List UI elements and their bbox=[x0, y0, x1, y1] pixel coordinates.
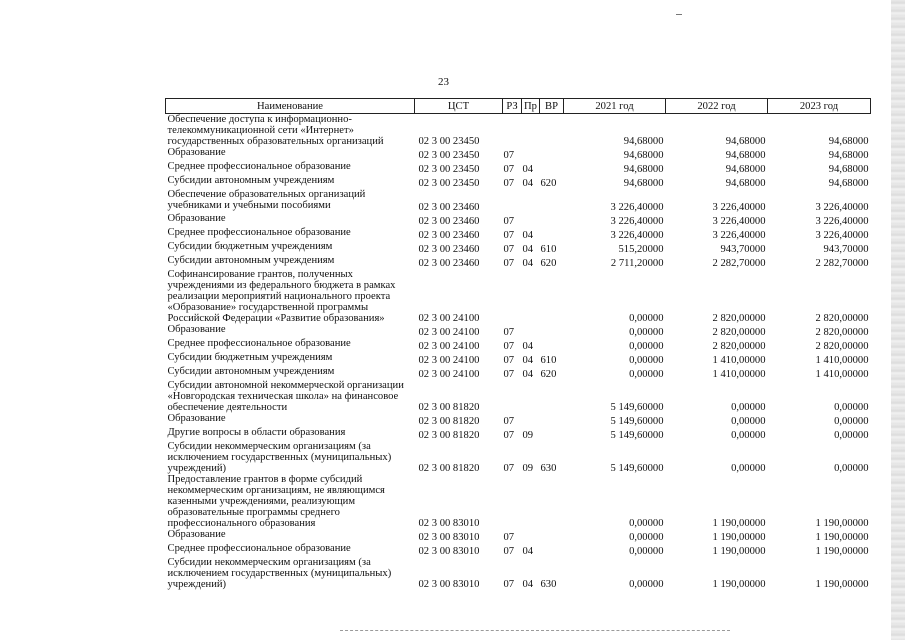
row-value-2023: 2 820,00000 bbox=[815, 341, 869, 352]
row-name: Образование bbox=[167, 324, 226, 335]
row-pr: 04 bbox=[522, 164, 534, 175]
row-value-2023: 3 226,40000 bbox=[815, 202, 869, 213]
row-rz: 07 bbox=[503, 178, 515, 189]
row-value-2021: 0,00000 bbox=[629, 532, 664, 543]
row-value-2023: 0,00000 bbox=[834, 416, 869, 427]
table-row bbox=[166, 543, 871, 557]
row-value-2021: 0,00000 bbox=[629, 355, 664, 366]
row-pr: 09 bbox=[522, 463, 534, 474]
row-value-2022: 3 226,40000 bbox=[712, 230, 766, 241]
row-value-2021: 94,68000 bbox=[623, 150, 664, 161]
row-cst: 02 3 00 24100 bbox=[418, 355, 480, 366]
row-value-2022: 3 226,40000 bbox=[712, 216, 766, 227]
row-value-2023: 2 820,00000 bbox=[815, 327, 869, 338]
table-row bbox=[166, 352, 871, 366]
row-value-2023: 0,00000 bbox=[834, 430, 869, 441]
row-value-2023: 3 226,40000 bbox=[815, 230, 869, 241]
row-rz: 07 bbox=[503, 416, 515, 427]
header-2022: 2022 год bbox=[666, 99, 768, 114]
row-cst: 02 3 00 81820 bbox=[418, 430, 480, 441]
row-value-2022: 1 190,00000 bbox=[712, 579, 766, 590]
table-row bbox=[166, 255, 871, 269]
row-name: Субсидии некоммерческим организациям (за исключением государственных (муниципальных) учреждений) bbox=[167, 441, 392, 474]
table-row bbox=[166, 114, 871, 148]
row-value-2021: 94,68000 bbox=[623, 178, 664, 189]
row-value-2023: 0,00000 bbox=[834, 463, 869, 474]
table-row bbox=[166, 189, 871, 213]
row-value-2023: 0,00000 bbox=[834, 402, 869, 413]
row-cst: 02 3 00 23460 bbox=[418, 230, 480, 241]
row-pr bbox=[522, 380, 540, 413]
row-vr: 620 bbox=[540, 369, 557, 380]
row-vr bbox=[540, 529, 564, 543]
row-cst: 02 3 00 81820 bbox=[418, 463, 480, 474]
row-rz: 07 bbox=[503, 341, 515, 352]
row-value-2022: 1 190,00000 bbox=[712, 532, 766, 543]
row-rz: 07 bbox=[503, 430, 515, 441]
row-rz: 07 bbox=[503, 327, 515, 338]
row-value-2021: 5 149,60000 bbox=[610, 430, 664, 441]
row-value-2022: 94,68000 bbox=[725, 164, 766, 175]
row-cst: 02 3 00 83010 bbox=[418, 579, 480, 590]
row-value-2022: 0,00000 bbox=[731, 416, 766, 427]
row-pr: 04 bbox=[522, 178, 534, 189]
row-value-2021: 0,00000 bbox=[629, 546, 664, 557]
row-pr bbox=[522, 413, 540, 427]
row-vr bbox=[540, 338, 564, 352]
row-name: Другие вопросы в области образования bbox=[167, 427, 346, 438]
row-cst: 02 3 00 23450 bbox=[418, 150, 480, 161]
row-cst: 02 3 00 81820 bbox=[418, 416, 480, 427]
row-value-2021: 5 149,60000 bbox=[610, 416, 664, 427]
row-pr: 09 bbox=[522, 430, 534, 441]
row-rz bbox=[503, 269, 522, 324]
row-pr: 04 bbox=[522, 258, 534, 269]
row-rz bbox=[503, 380, 522, 413]
row-value-2021: 5 149,60000 bbox=[610, 402, 664, 413]
table-row bbox=[166, 413, 871, 427]
table-row bbox=[166, 529, 871, 543]
row-value-2022: 2 820,00000 bbox=[712, 327, 766, 338]
row-name: Субсидии автономным учреждениям bbox=[167, 175, 335, 186]
row-rz bbox=[503, 114, 522, 148]
row-cst: 02 3 00 23460 bbox=[418, 202, 480, 213]
row-cst: 02 3 00 83010 bbox=[418, 532, 480, 543]
row-rz bbox=[503, 474, 522, 529]
row-value-2022: 943,70000 bbox=[720, 244, 766, 255]
budget-table bbox=[165, 98, 871, 590]
row-name: Образование bbox=[167, 213, 226, 224]
row-value-2023: 1 190,00000 bbox=[815, 518, 869, 529]
row-value-2023: 94,68000 bbox=[828, 164, 869, 175]
row-vr bbox=[540, 161, 564, 175]
row-vr: 630 bbox=[540, 579, 557, 590]
row-name: Предоставление грантов в форме субсидий некоммерческим организациям, не являющимся казенными учреждениями, реализующим образовательные программы среднего профессионального образования bbox=[167, 474, 385, 529]
table-row bbox=[166, 269, 871, 324]
row-pr: 04 bbox=[522, 579, 534, 590]
table-row bbox=[166, 338, 871, 352]
row-value-2022: 1 410,00000 bbox=[712, 355, 766, 366]
row-value-2021: 0,00000 bbox=[629, 341, 664, 352]
row-value-2022: 94,68000 bbox=[725, 178, 766, 189]
row-value-2021: 0,00000 bbox=[629, 579, 664, 590]
row-value-2022: 0,00000 bbox=[731, 402, 766, 413]
header-2021: 2021 год bbox=[564, 99, 666, 114]
row-vr bbox=[540, 427, 564, 441]
row-pr bbox=[522, 213, 540, 227]
table-row bbox=[166, 227, 871, 241]
row-pr bbox=[522, 114, 540, 148]
row-pr: 04 bbox=[522, 244, 534, 255]
row-value-2023: 2 820,00000 bbox=[815, 313, 869, 324]
row-pr bbox=[522, 324, 540, 338]
row-value-2022: 1 410,00000 bbox=[712, 369, 766, 380]
row-rz: 07 bbox=[503, 150, 515, 161]
row-vr bbox=[540, 474, 564, 529]
table-row bbox=[166, 161, 871, 175]
row-name: Среднее профессиональное образование bbox=[167, 227, 351, 238]
table-header-row bbox=[166, 99, 871, 114]
row-vr bbox=[540, 413, 564, 427]
row-rz: 07 bbox=[503, 355, 515, 366]
row-vr: 620 bbox=[540, 258, 557, 269]
row-value-2023: 94,68000 bbox=[828, 150, 869, 161]
row-rz: 07 bbox=[503, 230, 515, 241]
row-cst: 02 3 00 23450 bbox=[418, 178, 480, 189]
header-vr: ВР bbox=[540, 99, 564, 114]
row-name: Обеспечение образовательных организаций учебниками и учебными пособиями bbox=[167, 189, 366, 211]
table-row bbox=[166, 213, 871, 227]
table-row bbox=[166, 441, 871, 474]
row-value-2023: 1 190,00000 bbox=[815, 546, 869, 557]
row-cst: 02 3 00 23450 bbox=[418, 136, 480, 147]
row-cst: 02 3 00 23450 bbox=[418, 164, 480, 175]
row-cst: 02 3 00 23460 bbox=[418, 244, 480, 255]
row-name: Субсидии бюджетным учреждениям bbox=[167, 352, 333, 363]
row-value-2022: 1 190,00000 bbox=[712, 518, 766, 529]
row-pr: 04 bbox=[522, 369, 534, 380]
row-cst: 02 3 00 24100 bbox=[418, 327, 480, 338]
row-pr: 04 bbox=[522, 355, 534, 366]
row-name: Субсидии автономным учреждениям bbox=[167, 255, 335, 266]
row-vr bbox=[540, 543, 564, 557]
row-vr bbox=[540, 147, 564, 161]
row-value-2022: 1 190,00000 bbox=[712, 546, 766, 557]
row-vr: 620 bbox=[540, 178, 557, 189]
row-name: Образование bbox=[167, 147, 226, 158]
row-value-2023: 94,68000 bbox=[828, 178, 869, 189]
row-rz: 07 bbox=[503, 532, 515, 543]
row-vr bbox=[540, 189, 564, 213]
row-name: Среднее профессиональное образование bbox=[167, 161, 351, 172]
row-value-2023: 1 410,00000 bbox=[815, 369, 869, 380]
row-value-2021: 3 226,40000 bbox=[610, 216, 664, 227]
row-vr bbox=[540, 269, 564, 324]
row-cst: 02 3 00 81820 bbox=[418, 402, 480, 413]
row-pr bbox=[522, 474, 540, 529]
row-rz: 07 bbox=[503, 546, 515, 557]
table-row bbox=[166, 366, 871, 380]
row-pr: 04 bbox=[522, 230, 534, 241]
row-value-2021: 0,00000 bbox=[629, 313, 664, 324]
row-cst: 02 3 00 83010 bbox=[418, 518, 480, 529]
row-value-2023: 2 282,70000 bbox=[815, 258, 869, 269]
row-value-2021: 3 226,40000 bbox=[610, 230, 664, 241]
row-cst: 02 3 00 24100 bbox=[418, 341, 480, 352]
row-name: Субсидии бюджетным учреждениям bbox=[167, 241, 333, 252]
row-name: Субсидии автономной некоммерческой организации «Новгородская техническая школа» на финансовое обеспечение деятельности bbox=[167, 380, 404, 413]
row-vr bbox=[540, 324, 564, 338]
header-cst: ЦСТ bbox=[415, 99, 503, 114]
table-row bbox=[166, 474, 871, 529]
header-rz: РЗ bbox=[503, 99, 522, 114]
table-row bbox=[166, 241, 871, 255]
page-number: 23 bbox=[438, 76, 449, 88]
row-rz bbox=[503, 189, 522, 213]
row-name: Субсидии автономным учреждениям bbox=[167, 366, 335, 377]
header-name: Наименование bbox=[166, 99, 415, 114]
row-vr bbox=[540, 213, 564, 227]
row-value-2021: 5 149,60000 bbox=[610, 463, 664, 474]
row-value-2022: 0,00000 bbox=[731, 463, 766, 474]
row-rz: 07 bbox=[503, 463, 515, 474]
row-vr bbox=[540, 114, 564, 148]
table-body bbox=[166, 114, 871, 591]
row-pr: 04 bbox=[522, 341, 534, 352]
row-value-2023: 94,68000 bbox=[828, 136, 869, 147]
row-vr: 610 bbox=[540, 244, 557, 255]
row-value-2022: 2 820,00000 bbox=[712, 313, 766, 324]
row-value-2021: 3 226,40000 bbox=[610, 202, 664, 213]
table-row bbox=[166, 175, 871, 189]
row-rz: 07 bbox=[503, 579, 515, 590]
row-name: Образование bbox=[167, 529, 226, 540]
scan-mark bbox=[676, 14, 682, 15]
row-vr bbox=[540, 227, 564, 241]
row-value-2023: 1 410,00000 bbox=[815, 355, 869, 366]
row-vr: 630 bbox=[540, 463, 557, 474]
row-value-2022: 94,68000 bbox=[725, 136, 766, 147]
row-rz: 07 bbox=[503, 164, 515, 175]
table-row bbox=[166, 380, 871, 413]
row-name: Образование bbox=[167, 413, 226, 424]
row-pr bbox=[522, 269, 540, 324]
row-value-2022: 3 226,40000 bbox=[712, 202, 766, 213]
row-vr: 610 bbox=[540, 355, 557, 366]
table-row bbox=[166, 427, 871, 441]
row-cst: 02 3 00 23460 bbox=[418, 216, 480, 227]
row-rz: 07 bbox=[503, 244, 515, 255]
row-vr bbox=[540, 380, 564, 413]
table-row bbox=[166, 147, 871, 161]
row-value-2021: 94,68000 bbox=[623, 136, 664, 147]
header-pr: Пр bbox=[522, 99, 540, 114]
row-value-2021: 0,00000 bbox=[629, 518, 664, 529]
row-value-2023: 1 190,00000 bbox=[815, 579, 869, 590]
row-value-2021: 0,00000 bbox=[629, 327, 664, 338]
scan-bottom-noise bbox=[340, 630, 730, 632]
table-row bbox=[166, 557, 871, 590]
row-cst: 02 3 00 23460 bbox=[418, 258, 480, 269]
row-value-2022: 2 282,70000 bbox=[712, 258, 766, 269]
row-value-2023: 1 190,00000 bbox=[815, 532, 869, 543]
row-value-2022: 94,68000 bbox=[725, 150, 766, 161]
row-cst: 02 3 00 24100 bbox=[418, 313, 480, 324]
header-2023: 2023 год bbox=[768, 99, 871, 114]
row-name: Среднее профессиональное образование bbox=[167, 338, 351, 349]
scan-edge-shadow bbox=[891, 0, 905, 640]
row-value-2022: 0,00000 bbox=[731, 430, 766, 441]
row-name: Софинансирование грантов, полученных учреждениями из федерального бюджета в рамках реализации мероприятий национального проекта «Образование» государственной программы Российской Федерации «Развитие образования» bbox=[167, 269, 396, 324]
table-row bbox=[166, 324, 871, 338]
row-cst: 02 3 00 24100 bbox=[418, 369, 480, 380]
row-pr bbox=[522, 147, 540, 161]
row-pr: 04 bbox=[522, 546, 534, 557]
row-name: Обеспечение доступа к информационно-телекоммуникационной сети «Интернет» государственных образовательных организаций bbox=[167, 114, 384, 147]
row-pr bbox=[522, 189, 540, 213]
row-value-2021: 0,00000 bbox=[629, 369, 664, 380]
row-rz: 07 bbox=[503, 369, 515, 380]
row-name: Среднее профессиональное образование bbox=[167, 543, 351, 554]
row-value-2023: 3 226,40000 bbox=[815, 216, 869, 227]
row-cst: 02 3 00 83010 bbox=[418, 546, 480, 557]
row-value-2022: 2 820,00000 bbox=[712, 341, 766, 352]
row-rz: 07 bbox=[503, 258, 515, 269]
row-pr bbox=[522, 529, 540, 543]
row-value-2021: 2 711,20000 bbox=[610, 258, 664, 269]
row-value-2023: 943,70000 bbox=[823, 244, 869, 255]
row-value-2021: 94,68000 bbox=[623, 164, 664, 175]
row-name: Субсидии некоммерческим организациям (за исключением государственных (муниципальных) учреждений) bbox=[167, 557, 392, 590]
row-value-2021: 515,20000 bbox=[618, 244, 664, 255]
row-rz: 07 bbox=[503, 216, 515, 227]
